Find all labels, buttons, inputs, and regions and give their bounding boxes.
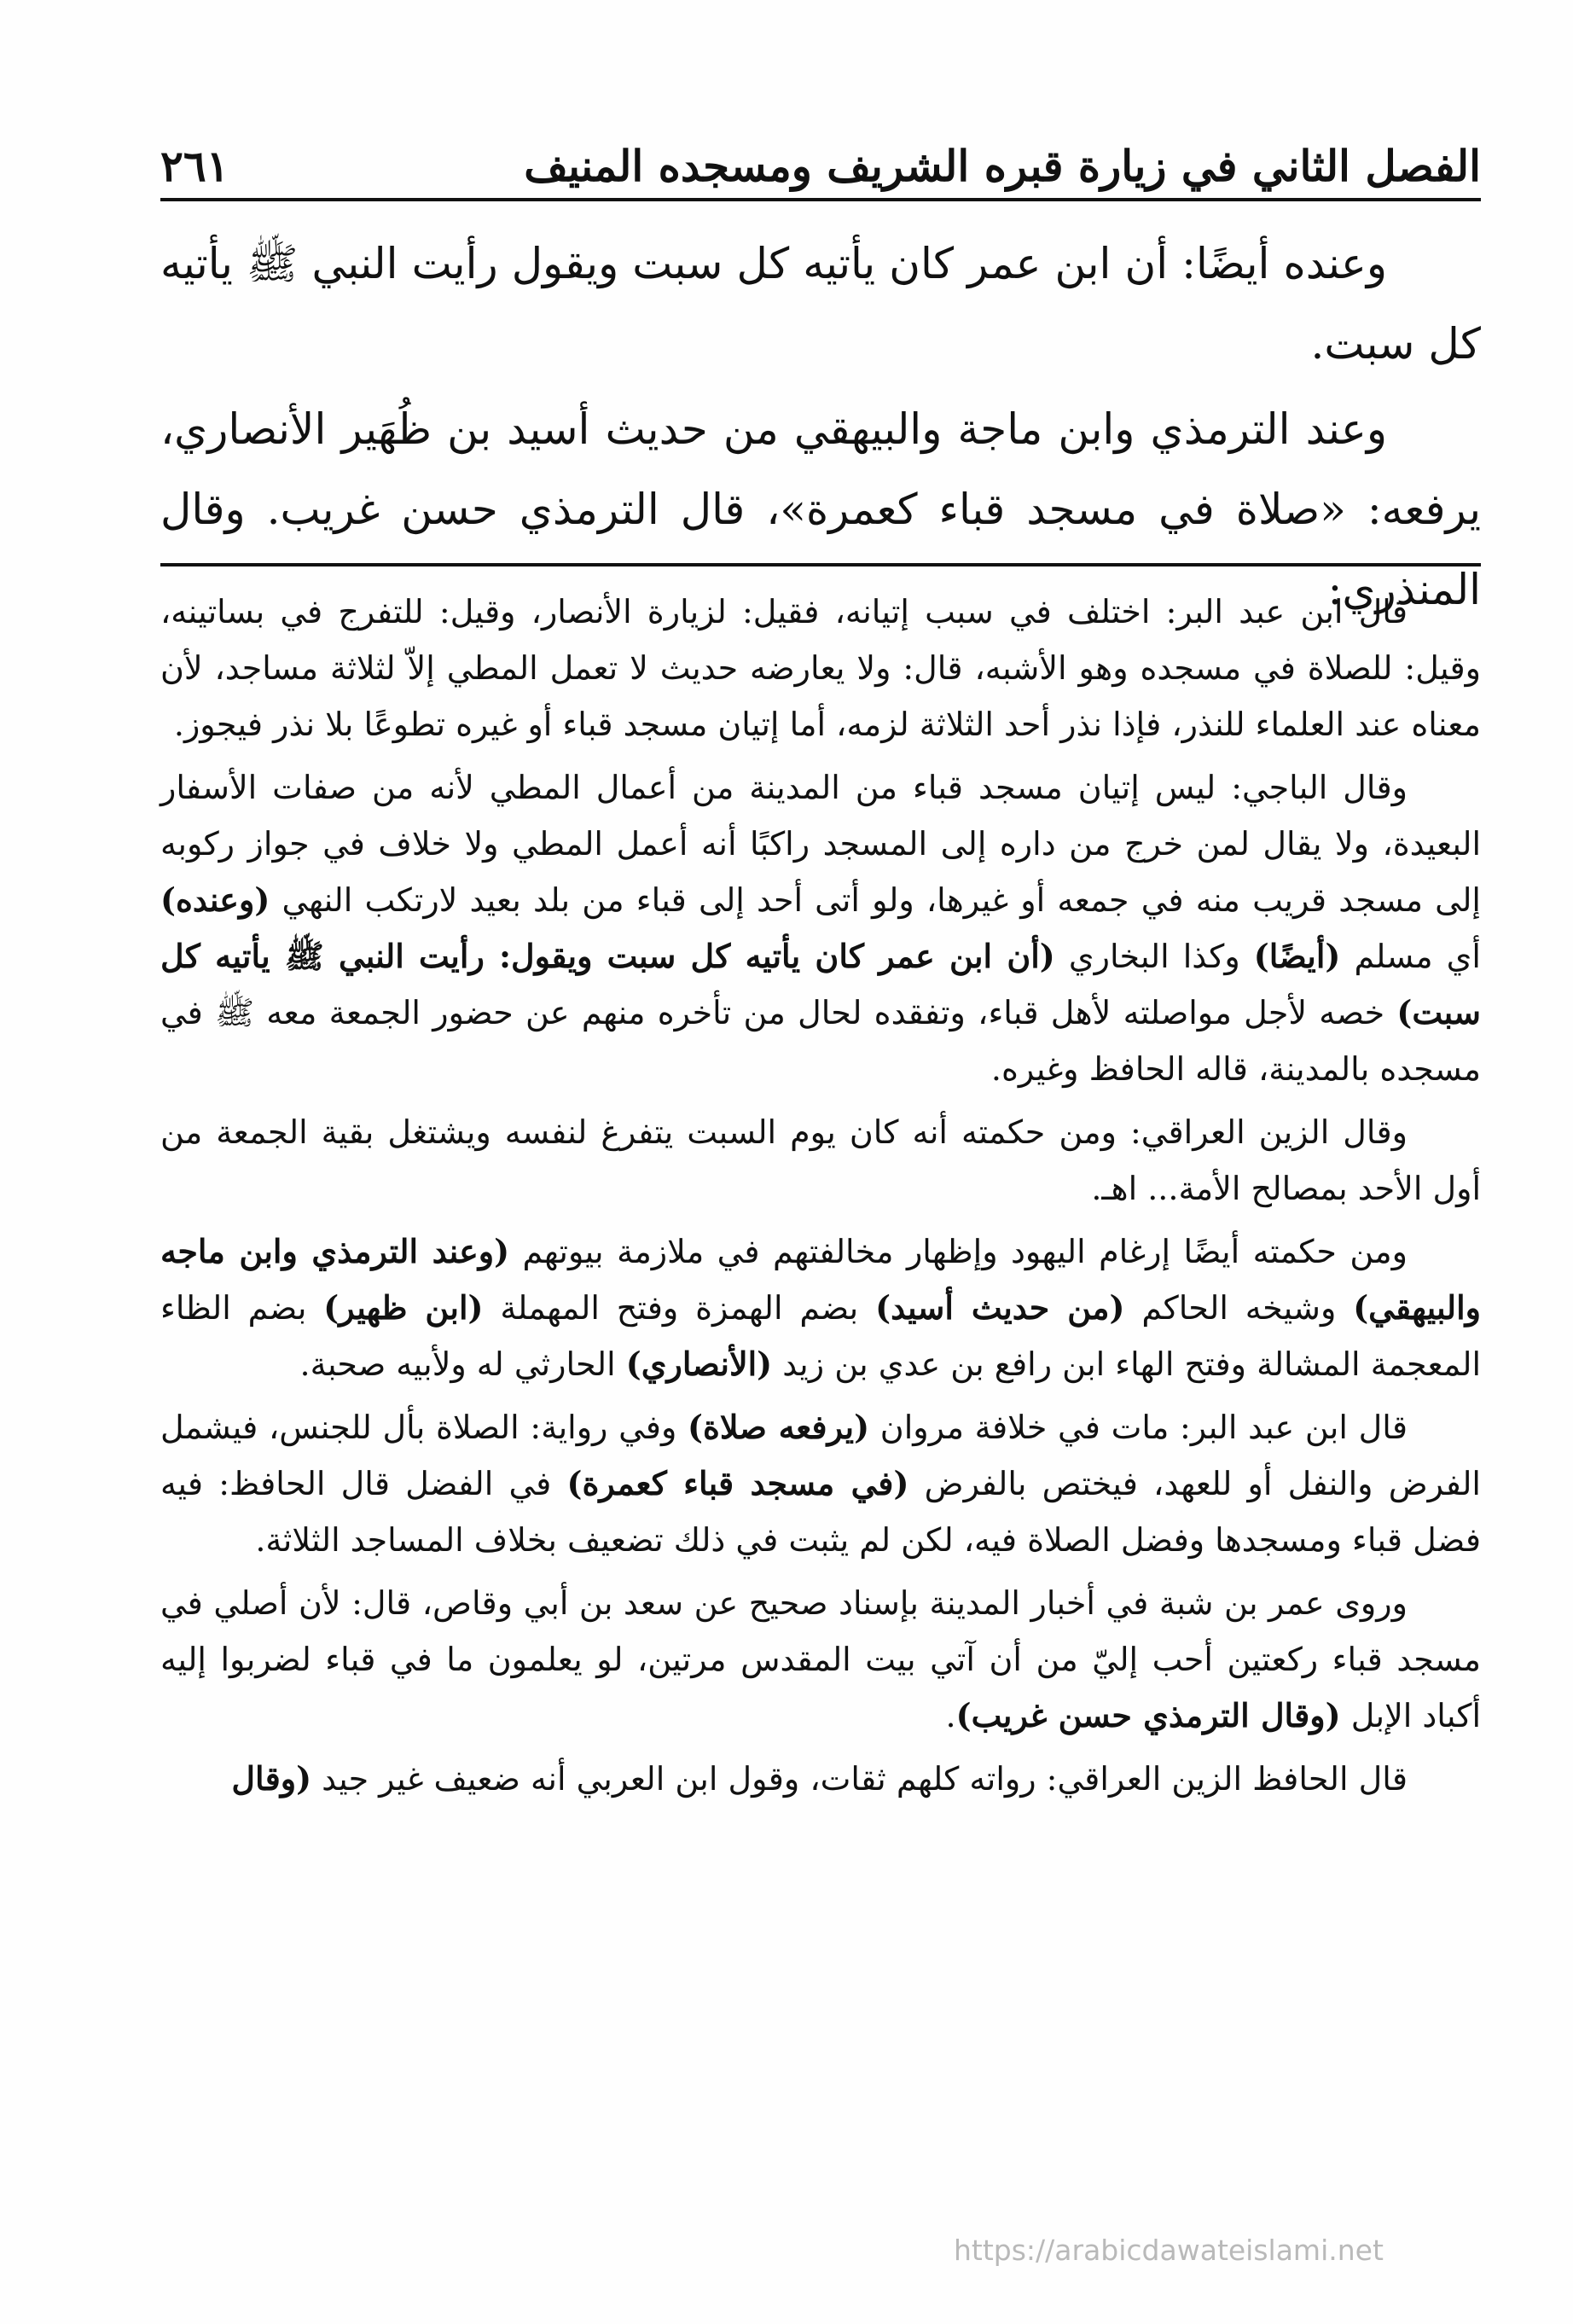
main-paragraph: وعنده أيضًا: أن ابن عمر كان يأتيه كل سبت ويقول رأيت النبي ﷺ يأتيه كل سبت. [160, 239, 1481, 369]
quoted-text: (أن ابن عمر كان يأتيه كل سبت ويقول: رأيت النبي ﷺ يأتيه كل سبت) [160, 937, 1481, 1031]
main-text [160, 224, 1481, 635]
footnote-rule [160, 563, 1481, 566]
commentary-text: وروى عمر بن شبة في أخبار المدينة بإسناد صحيح عن سعد بن أبي وقاص، قال: لأن أصلي في مسجد قباء ركعتين أحب إليّ من أن آتي بيت المقدس مرتين، لو يعلمون ما في قباء لضربوا إليه أكباد الإبل [160, 1584, 1481, 1734]
quoted-text: (في مسجد قباء كعمرة) [566, 1464, 909, 1502]
commentary-paragraph [160, 759, 1481, 1097]
commentary-paragraph: قال ابن عبد البر: اختلف في سبب إتيانه، فقيل: لزيارة الأنصار، وقيل: للتفرج في بساتينه، وقيل: للصلاة في مسجده وهو الأشبه، قال: ولا يعارضه حديث لا تعمل المطي إلاّ لثلاثة مساجد، لأن معناه عند العلماء للنذر، فإذا نذر أحد الثلاثة لزمه، أما إتيان مسجد قباء أو غيره تطوعًا بلا نذر فيجوز. [160, 593, 1481, 743]
commentary-text: وكذا البخاري [1054, 938, 1254, 975]
quoted-text: (الأنصاري) [625, 1345, 773, 1383]
chapter-title: الفصل الثاني في زيارة قبره الشريف ومسجده المنيف [524, 141, 1481, 191]
commentary-paragraph [160, 1751, 1481, 1807]
header-rule [160, 198, 1481, 201]
commentary-text: الحارثي له ولأبيه صحبة. [299, 1345, 626, 1383]
watermark-url: https://arabicdawateislami.net [954, 2234, 1384, 2267]
commentary-text: بضم الهمزة وفتح المهملة [483, 1289, 876, 1327]
commentary-text: وشيخه الحاكم [1124, 1289, 1354, 1327]
commentary-paragraph: وقال الزين العراقي: ومن حكمته أنه كان يوم السبت يتفرغ لنفسه ويشتغل بقية الجمعة من أول الأحد بمصالح الأمة... اهـ. [160, 1113, 1481, 1207]
main-paragraph: وعند الترمذي وابن ماجة والبيهقي من حديث أسيد بن ظُهَير الأنصاري، يرفعه: «صلاة في مسجد قباء كعمرة»، قال الترمذي حسن غريب. وقال المنذري: [160, 404, 1481, 614]
commentary-text: قال الحافظ الزين العراقي: رواته كلهم ثقات، وقول ابن العربي أنه ضعيف غير جيد [311, 1760, 1408, 1798]
commentary-text: وفي رواية: الصلاة بأل للجنس، فيشمل الفرض والنفل أو للعهد، فيختص بالفرض [160, 1409, 1481, 1502]
commentary-text: بضم الظاء المعجمة المشالة وفتح الهاء ابن رافع بن عدي بن زيد [160, 1289, 1481, 1383]
commentary-paragraph [160, 1223, 1481, 1392]
commentary [160, 584, 1481, 1814]
commentary-text: قال ابن عبد البر: مات في خلافة مروان [869, 1409, 1408, 1446]
commentary-paragraph [160, 1399, 1481, 1568]
running-header [160, 128, 1481, 191]
page-number: ٢٦١ [160, 141, 229, 191]
quoted-text: (وقال الترمذي حسن غريب) [955, 1696, 1341, 1734]
quoted-text: (من حديث أسيد) [875, 1288, 1125, 1327]
quoted-text: (وعند الترمذي وابن ماجه والبيهقي) [160, 1232, 1482, 1327]
quoted-text: (وعنده) [160, 880, 270, 919]
commentary-text: في الفضل قال الحافظ: فيه فضل قباء ومسجدها وفضل الصلاة فيه، لكن لم يثبت في ذلك تضعيف بخلاف المساجد الثلاثة. [160, 1465, 1481, 1559]
quoted-text: (يرفعه صلاة) [688, 1408, 870, 1446]
commentary-text: خصه لأجل مواصلته لأهل قباء، وتفقده لحال من تأخره منهم عن حضور الجمعة معه ﷺ في مسجده بالمدينة، قاله الحافظ وغيره. [160, 994, 1481, 1088]
commentary-text: . [945, 1697, 956, 1734]
quoted-text: (وقال [231, 1759, 312, 1798]
quoted-text: (أيضًا) [1253, 937, 1341, 975]
commentary-text: أي مسلم [1340, 938, 1481, 975]
commentary-paragraph [160, 1575, 1481, 1744]
quoted-text: (ابن ظهير) [323, 1288, 484, 1327]
commentary-text: ومن حكمته أيضًا إرغام اليهود وإظهار مخالفتهم في ملازمة بيوتهم [509, 1233, 1408, 1270]
commentary-text: وقال الباجي: ليس إتيان مسجد قباء من المدينة من أعمال المطي لأنه من صفات الأسفار البعيدة، ولا يقال لمن خرج من داره إلى المسجد راكبًا أنه أعمل المطي ولا خلاف في جواز ركوبه إلى مسجد قريب منه في جمعه أو غيرها، ولو أتى أحد إلى قباء من بلد بعيد لارتكب النهي [160, 769, 1481, 919]
